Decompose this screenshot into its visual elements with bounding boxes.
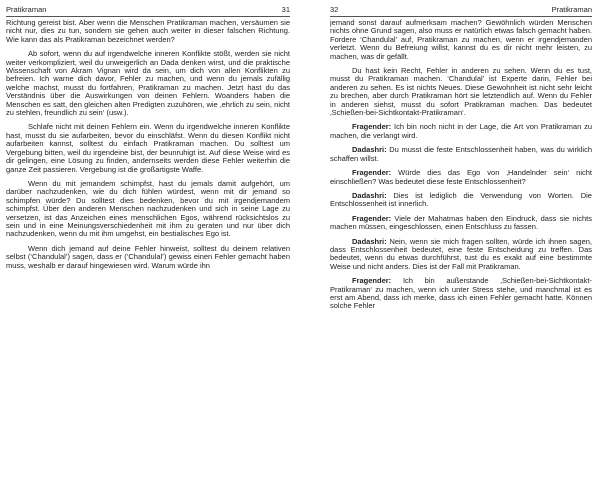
dialogue-question <box>330 215 592 232</box>
dialogue-question <box>330 123 592 140</box>
paragraph <box>330 67 592 117</box>
dialogue-question <box>330 169 592 186</box>
right-page-number: 32 <box>330 5 339 14</box>
left-running-title: Pratikraman <box>6 5 47 14</box>
speaker-label: Fragender: <box>352 276 392 286</box>
paragraph <box>330 19 592 61</box>
dialogue-text: Nein, wenn sie mich fragen sollten, würde ich ihnen sagen, dass Entschlossenheit bedeutet, eine feste Entscheidung zu treffen. Das bedeutet, wenn du etwas durchführst, tust du es exakt auf eine bestimmte Weise und nicht anders. Dies ist der Fall mit Pratikraman. <box>330 236 592 271</box>
dialogue-text: Ich bin außerstande ‚Schießen-bei-Sichtkontakt-Pratikraman‘ zu machen, wenn ich unter Stress stehe, und manchmal ist es erst am Abend, dass ich merke, dass ich einen Fehler gemacht hatte. Können solche Fehler <box>330 276 592 311</box>
paragraph-text: jemand sonst darauf aufmerksam machen? Gewöhnlich würden Menschen nichts ohne Grund sagen, also muss er natürlich etwas falsch gemacht haben. Fordere ‘Chandulal’ auf, Pratikraman zu machen, wenn er irgendjemanden verletzt. Wenn du Befreiung willst, kannst du es dir nicht mehr leisten, zu machen, was dir gefällt. <box>330 19 592 61</box>
speaker-label: Fragender: <box>352 122 392 132</box>
dialogue-answer <box>330 192 592 209</box>
dialogue-answer <box>330 146 592 163</box>
left-page <box>6 0 290 484</box>
right-page-header <box>330 5 592 15</box>
speaker-label: Fragender: <box>352 213 392 223</box>
left-header-rule <box>6 16 290 17</box>
dialogue-text: Du musst die feste Entschlossenheit haben, was du wirklich schaffen willst. <box>330 145 592 163</box>
speaker-label: Fragender: <box>352 168 392 178</box>
left-page-header <box>6 5 290 15</box>
speaker-label: Dadashri: <box>352 190 387 200</box>
left-page-number: 31 <box>281 5 290 14</box>
dialogue-text: Dies ist lediglich die Verwendung von Worten. Die Entschlossenheit ist innerlich. <box>330 190 592 209</box>
right-page <box>330 0 592 484</box>
right-page-body <box>330 19 592 480</box>
right-running-title: Pratikraman <box>551 5 592 14</box>
left-page-body <box>6 19 290 480</box>
right-header-rule <box>330 16 592 17</box>
speaker-label: Dadashri: <box>352 145 387 155</box>
dialogue-text: Ich bin noch nicht in der Lage, die Art von Pratikraman zu machen, die verlangt wird. <box>330 122 592 140</box>
dialogue-text: Viele der Mahatmas haben den Eindruck, dass sie nichts machen müssen, eingeschlossen, einen Entschluss zu fassen. <box>330 213 592 232</box>
dialogue-answer <box>330 238 592 272</box>
paragraph: Ab sofort, wenn du auf irgendwelche inneren Konflikte stößt, werden sie nicht weiter verkompliziert, weil du unweigerlich an Dada denken wirst, und die praktische Wissenschaft von Akram Vignan wird da sein, um dich von allen Konflikten zu befreien. Ich warne dich davor, Fehler zu machen, und wenn du jemals zufällig welche machst, musst du fortfahren, Pratikraman zu machen. Jetzt hast du das Verständnis über die Auswirkungen von deinen Fehlern. Woanders haben die Menschen es satt, den gleichen alten Predigten zuzuhören, wie ‚ehrlich zu sein, nicht zu stehlen, freundlich zu sein‘ (usw.). <box>6 49 290 118</box>
paragraph: Schlafe nicht mit deinen Fehlern ein. Wenn du irgendwelche inneren Konflikte hast, musst du sie aufarbeiten, bevor du einschläfst. Wenn du diesen Konflikt nicht aufarbeiten kannst, solltest du einfach Pratikraman machen. Du solltest um Vergebung bitten, weil du irgendeine bist, der beunruhigt ist. Auf diese Weise wird es dir gelingen, eine Lösung zu finden, andernseits werden diese Fehler weiterhin die ganze Zeit passieren. Vergebung ist die großartigste Waffe. <box>6 122 290 174</box>
paragraph: Wenn dich jemand auf deine Fehler hinweist, solltest du deinem relativen selbst (‘Chandulal’) sagen, dass er (‘Chandulal’) gewiss einen Fehler gemacht haben muss, weshalb er darauf hingewiesen wird. Warum würde ihn <box>6 243 290 270</box>
speaker-label: Dadashri: <box>352 236 387 246</box>
paragraph: Richtung gereist bist. Aber wenn die Menschen Pratikraman machen, versäumen sie nicht nur, dies zu tun, sondern sie gehen auch weiter in dieser falschen Richtung. Wie kann das als Pratikraman bezeichnet werden? <box>6 19 290 44</box>
dialogue-text: Würde dies das Ego von ‚Handelnder sein‘ nicht einschließen? Was bedeutet diese feste Entschlossenheit? <box>330 168 592 186</box>
paragraph-text: Du hast kein Recht, Fehler in anderen zu sehen. Wenn du es tust, musst du Pratikraman machen. ‘Chandulal’ ist Experte darin, Fehler bei anderen zu sehen. Es ist nichts Neues. Diese Gewohnheit ist nicht sehr leicht zu brechen, aber durch Pratikraman hört sie letztendlich auf. Wenn du Fehler in anderen siehst, musst du sofort Pratikraman machen. Das bedeutet ‚Schießen-bei-Sichtkontakt-Pratikraman‘. <box>330 66 592 118</box>
dialogue-question <box>330 277 592 311</box>
paragraph: Wenn du mit jemandem schimpfst, hast du jemals damit aufgehört, um darüber nachzudenken, wie du dich fühlen würdest, wenn mit dir jemand so schimpfen würde? Du solltest dies bedenken, bevor du mit irgendjemandem schimpfst. Über den anderen Menschen nachzudenken und sich in seine Lage zu versetzen, ist das Anzeichen eines menschlichen Egos, während rücksichtslos zu sein und in eine Meinungsverschiedenheit mit ihm zu geraten und nur über dich nachzudenken, wenn du mit ihm umgehst, ein bestialisches Ego ist. <box>6 178 290 239</box>
